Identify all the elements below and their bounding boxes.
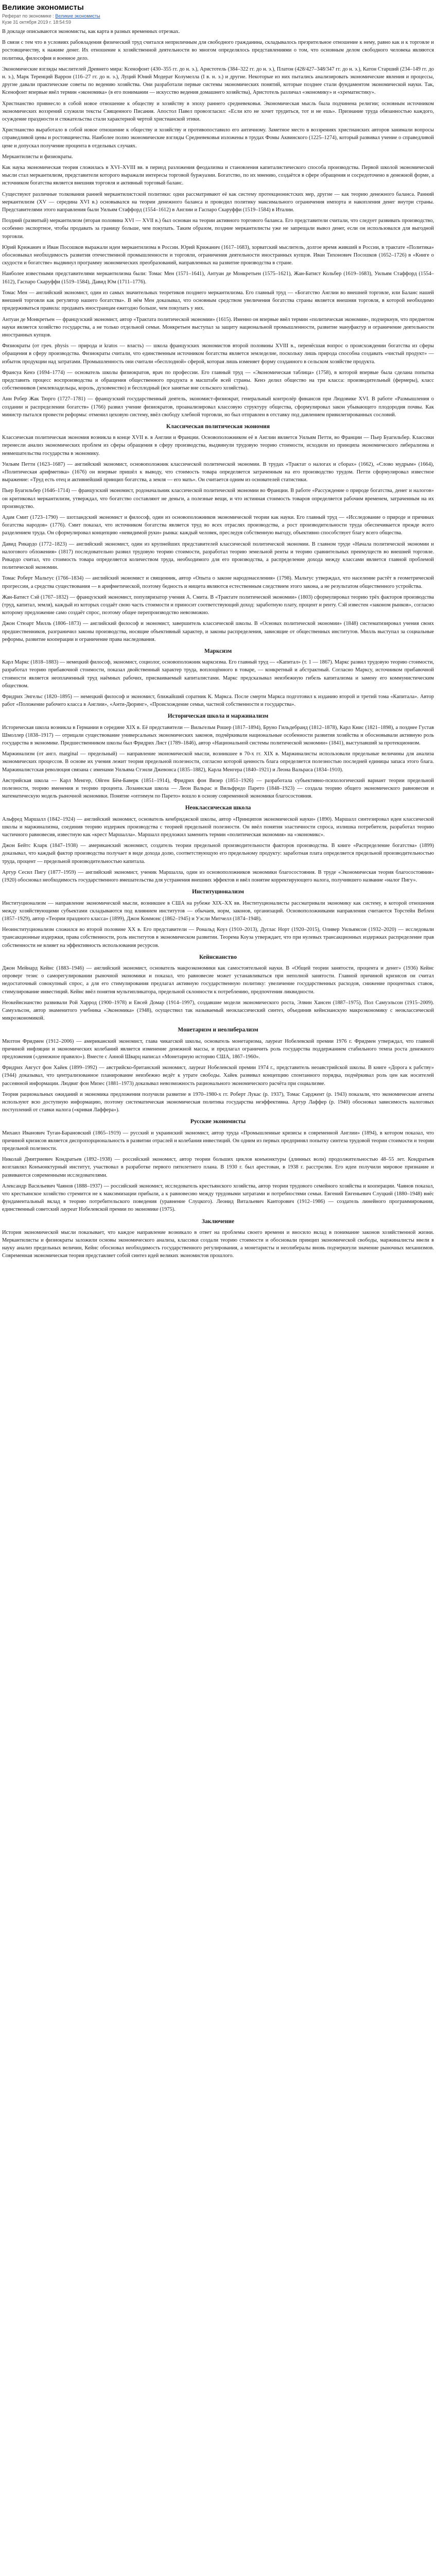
section-heading: Институционализм bbox=[191, 889, 245, 895]
section-heading: Классическая политическая экономия bbox=[166, 423, 270, 430]
section-heading: Кейнсианство bbox=[199, 954, 237, 960]
article-body bbox=[2, 28, 434, 1260]
paragraph: Франсуа Кенэ (1694–1774) — основатель школы физиократов, врач по профессии. Его главный труд — «Экономическая таблица» (1758), в которой впервые была сделана попытка представить процесс воспроизводства и обращения общественного продукта в масштабе всей страны. Кенэ делил общество на три класса: производительный (фермеры), класс собственников (землевладельцы, король, духовенство) и бесплодный (все занятые вне сельского хозяйства). bbox=[2, 369, 434, 392]
paragraph: Уильям Петти (1623–1687) — английский экономист, основоположник классической политической экономии. В трудах «Трактат о налогах и сборах» (1662), «Слово мудрым» (1664), «Политическая арифметика» (1676) он впервые пришёл к выводу, что стоимость товара определяется затраченным на его производство трудом. Петти сформулировал известное выражение: «Труд есть отец и активнейший принцип богатства, а земля — его мать». Он считается одним из основателей статистики. bbox=[2, 461, 434, 483]
paragraph: Адам Смит (1723–1790) — шотландский экономист и философ, один из основоположников экономической теории как науки. Его главный труд — «Исследование о природе и причинах богатства народов» (1776). Смит показал, что источником богатства является труд во всех отраслях производства, а рост производительности труда обеспечивается прежде всего разделением труда. Он сформулировал концепцию «невидимой руки» рынка: каждый человек, преследуя собственную выгоду, объективно способствует благу всего общества. bbox=[2, 514, 434, 536]
section-heading: Историческая школа и маржинализм bbox=[167, 713, 269, 720]
paragraph: В докладе описываются экономисты, как карта в разных временных отрезках. bbox=[2, 29, 180, 35]
paragraph: Михаил Иванович Туган-Барановский (1865–1919) — русский и украинский экономист, автор труда «Промышленные кризисы в современной Англии» (1894), в котором показал, что причиной кризисов является диспропорциональность в развитии отраслей и колебания инвестиций. Он одним из первых предпринял попытку синтеза трудовой теории стоимости и теории предельной полезности. bbox=[2, 1130, 434, 1151]
paragraph: Фридрих Август фон Хайек (1899–1992) — австрийско-британский экономист, лауреат Нобелевской премии 1974 г., представитель неоавстрийской школы. В книге «Дорога к рабству» (1944) доказывал, что централизованное планирование неизбежно ведёт к утрате свободы. Хайек развивал концепцию спонтанного порядка, подчёркивал роль цен как носителей рассеянной информации. Людвиг фон Мизес (1881–1973) доказывал невозможность рационального экономического расчёта при социализме. bbox=[2, 1065, 434, 1087]
paragraph: Давид Рикардо (1772–1823) — английский экономист, один из крупнейших представителей классической политической экономии. В главном труде «Начала политической экономии и налогового обложения» (1817) последовательно развил трудовую теорию стоимости, разработал теорию земельной ренты и теорию сравнительных преимуществ во внешней торговле. Рикардо считал, что стоимость товара определяется количеством труда, необходимого для его производства, а распределение дохода между классами является главной проблемой политической экономии. bbox=[2, 541, 434, 571]
paragraph: Поздний (развитый) меркантилизм (вторая половина XVI — XVII в.) был основан на теории активного торгового баланса. Его представители считали, что следует развивать производство, особенно экспортное, чтобы продавать за границу больше, чем покупать. Таким образом, поздние меркантилисты уже не запрещали вывоз денег, если он использовался для выгодной торговли. bbox=[2, 218, 434, 240]
paragraph: Экономические взгляды мыслителей Древнего мира: Ксенофонт (430–355 гг. до н. э.), Аристотель (384–322 гг. до н. э.), Платон (428/427–348/347 гг. до н. э.), Катон Старший (234–149 гг. до н. э.), Марк Теренций Варрон (116–27 гг. до н. э.), Луций Юний Модерат Колумелла (I в. н. э.) и другие. Некоторые из них пытались анализировать экономические явления и процессы, другие давали практические советы по ведению хозяйства. Они разработали первые системы экономических понятий, которые позднее стали фундаментом экономической науки. Так, Ксенофонт впервые ввёл термин «экономика» (в его понимании — искусство ведения домашнего хозяйства), Аристотель различал «экономику» и «хрематистику». bbox=[2, 66, 434, 96]
breadcrumb-separator: : bbox=[53, 13, 56, 19]
paragraph: Карл Маркс (1818–1883) — немецкий философ, экономист, социолог, основоположник марксизма. Его главный труд — «Капитал» (т. 1 — 1867). Маркс развил трудовую теорию стоимости, разработал теорию прибавочной стоимости, показал двойственный характер труда, воплощённого в товаре, — конкретный и абстрактный. Согласно Марксу, источником прибавочной стоимости является неоплаченный труд наёмных рабочих, присваиваемый капиталистами. Маркс предсказывал неизбежную гибель капитализма и замену его коммунистическим обществом. bbox=[2, 659, 434, 689]
paragraph: Антуан де Монкретьен — французский экономист, автор «Трактата политической экономии» (1615). Именно он впервые ввёл термин «политическая экономия», подчеркнув, что предметом науки является хозяйство государства, а не только отдельной семьи. Монкретьен выступал за защиту национальной промышленности, развитие мануфактур и ограничение деятельности иностранных купцов. bbox=[2, 316, 434, 338]
page-title: Великие экономисты bbox=[2, 3, 84, 12]
paragraph: Маржинализм (от англ. marginal — предельный) — направление экономической мысли, возникшее в 70-х гг. XIX в. Маржиналисты использовали предельные величины для анализа экономических процессов. В основе их учения лежит теория предельной полезности, согласно которой ценность блага определяется полезностью последней единицы запаса этого блага. Маржиналистская революция связана с именами Уильяма Стэнли Джевонса (1835–1882), Карла Менгера (1840–1921) и Леона Вальраса (1834–1910). bbox=[2, 751, 434, 773]
page bbox=[0, 0, 436, 1268]
section-heading: Неоклассическая школа bbox=[185, 805, 251, 811]
paragraph: Институционализм — направление экономической мысли, возникшее в США на рубеже XIX–XX вв. Институционалисты рассматривали экономику как систему, в которой отношения между хозяйствующими субъектами складываются под влиянием институтов — обычаев, норм, законов, организаций. Основоположниками направления считаются Торстейн Веблен (1857–1929), автор «Теории праздного класса» (1899), Джон Коммонс (1862–1945) и Уэсли Митчелл (1874–1948). bbox=[2, 900, 434, 922]
paragraph: Наиболее известными представителями меркантилизма были: Томас Мен (1571–1641), Антуан де Монкретьен (1575–1621), Жан-Батист Кольбер (1619–1683), Уильям Стаффорд (1554–1612), Гаспаро Скаруффи (1519–1584), Давид Юм (1711–1776). bbox=[2, 271, 434, 285]
paragraph: Историческая школа возникла в Германии в середине XIX в. Её представители — Вильгельм Рошер (1817–1894), Бруно Гильдебранд (1812–1878), Карл Книс (1821–1898), а позднее Густав Шмоллер (1838–1917) — отрицали существование универсальных экономических законов, подчёркивали национальные особенности развития хозяйства и обосновывали активную роль государства в экономике. Предшественником школы был Фридрих Лист (1789–1846), автор «Национальной системы политической экономии» (1841), выступавший за протекционизм. bbox=[2, 724, 434, 747]
section-heading: Русские экономисты bbox=[190, 1118, 246, 1125]
paragraph: Александр Васильевич Чаянов (1888–1937) — российский экономист, исследователь крестьянского хозяйства, автор теории трудового семейного хозяйства и кооперации. Чаянов показал, что крестьянское хозяйство стремится не к максимизации прибыли, а к равновесию между трудовыми затратами и потребностями семьи. Евгений Евгеньевич Слуцкий (1880–1948) внёс фундаментальный вклад в теорию потребительского поведения (уравнение Слуцкого). Леонид Витальевич Канторович (1912–1986) — создатель линейного программирования, единственный советский лауреат Нобелевской премии по экономике (1975). bbox=[2, 1183, 434, 1213]
paragraph: Пьер Буагильбер (1646–1714) — французский экономист, родоначальник классической политической экономии во Франции. В работе «Рассуждение о природе богатства, денег и налогов» он критиковал меркантилизм, утверждал, что богатство составляют не деньги, а полезные вещи, и что истинная стоимость товаров определяется рабочим временем, затраченным на их производство. bbox=[2, 488, 434, 510]
paragraph: Томас Роберт Мальтус (1766–1834) — английский экономист и священник, автор «Опыта о законе народонаселения» (1798). Мальтус утверждал, что население растёт в геометрической прогрессии, а средства существования — в арифметической, поэтому бедность и нищета являются естественным следствием этого закона, а не результатом общественного устройства. bbox=[2, 575, 434, 589]
paragraph: Как наука экономическая теория сложилась в XVI–XVIII вв. в период разложения феодализма и становления капиталистического способа производства. Первой школой экономической мысли стал меркантилизм, представители которого выражали интересы торговой буржуазии. Богатство, по их мнению, создаётся в сфере обращения и сосредоточено в денежной форме, а источником богатства является внешняя торговля и активный торговый баланс. bbox=[2, 165, 434, 187]
post-date: Кузе 31 октября 2019 г. 18:54:59 bbox=[2, 20, 71, 25]
paragraph: Неокейнсианство развивали Рой Харрод (1900–1978) и Евсей Домар (1914–1997), создавшие модели экономического роста, Элвин Хансен (1887–1975), Пол Самуэльсон (1915–2009). Самуэльсон, автор знаменитого учебника «Экономика» (1948), осуществил так называемый неоклассический синтез, объединив кейнсианскую макроэкономику с неоклассической микроэкономикой. bbox=[2, 999, 434, 1022]
paragraph: Джон Стюарт Милль (1806–1873) — английский философ и экономист, завершитель классической школы. В «Основах политической экономии» (1848) систематизировал учения своих предшественников, разграничил законы производства, носящие объективный характер, и законы распределения, зависящие от общественных институтов. Милль выступал за социальные реформы, развитие кооперации и ограничение права наследования. bbox=[2, 621, 434, 642]
section-heading: Марксизм bbox=[204, 648, 232, 655]
paragraph: Фридрих Энгельс (1820–1895) — немецкий философ и экономист, ближайший соратник К. Маркса. После смерти Маркса подготовил к изданию второй и третий тома «Капитала». Автор работ «Положение рабочего класса в Англии», «Анти-Дюринг», «Происхождение семьи, частной собственности и государства». bbox=[2, 694, 434, 708]
paragraph: Классическая политическая экономия возникла в конце XVII в. в Англии и Франции. Основоположником её в Англии является Уильям Петти, во Франции — Пьер Буагильбер. Классики перенесли анализ экономических проблем из сферы обращения в сферу производства, выдвинули трудовую теорию стоимости, исходили из принципа экономического либерализма и невмешательства государства в экономику. bbox=[2, 435, 434, 456]
paragraph: Анн Робер Жак Тюрго (1727–1781) — французский государственный деятель, экономист-физиократ, генеральный контролёр финансов при Людовике XVI. В работе «Размышления о создании и распределении богатств» (1766) развил учение физиократов, проанализировал классовую структуру общества, сформулировал закон убывающего плодородия почвы. Как министр пытался провести реформы: отменил цеховую систему, ввёл свободу хлебной торговли, но был отправлен в отставку под давлением привилегированных сословий. bbox=[2, 396, 434, 418]
paragraph: Физиократы (от греч. physis — природа и kratos — власть) — школа французских экономистов второй половины XVIII в., перенёсшая вопрос о происхождении богатства из сферы обращения в сферу производства. Физиократы считали, что единственным источником богатства является земледелие, поскольку лишь природа способна создавать «чистый продукт» — избыток продукции над затратами. Промышленность они считали «бесплодной» сферой, которая лишь изменяет форму созданного в сельском хозяйстве продукта. bbox=[2, 343, 434, 365]
paragraph: В связи с тем что в условиях рабовладения физический труд считался неприличным для свободного гражданина, складывалось презрительное отношение к нему, равно как и к торговле и ростовщичеству, к наживе денег. Их отношение к хозяйственной деятельности во многом определялось представлениями о том, что основным делом свободного человека являются политика, философия и военное дело. bbox=[2, 40, 434, 61]
paragraph: Томас Мен — английский экономист, один из самых значительных теоретиков позднего меркантилизма. Его главный труд — «Богатство Англии во внешней торговле, или Баланс нашей внешней торговли как регулятор нашего богатства». В нём Мен доказывал, что основным средством увеличения богатства страны является внешняя торговля, в которой необходимо придерживаться правила: продавать иностранцам ежегодно больше, чем покупать у них. bbox=[2, 290, 434, 312]
paragraph: Джон Бейтс Кларк (1847–1938) — американский экономист, создатель теории предельной производительности факторов производства. В книге «Распределение богатства» (1899) доказывал, что каждый фактор производства получает в виде дохода долю, соответствующую его предельному продукту: заработная плата определяется предельной производительностью труда, процент — предельной производительностью капитала. bbox=[2, 843, 434, 865]
paragraph: Неоинституционализм сложился во второй половине XX в. Его представители — Рональд Коуз (1910–2013), Дуглас Норт (1920–2015), Оливер Уильямсон (1932–2020) — исследовали трансакционные издержки, права собственности, роль институтов в экономическом развитии. Теорема Коуза утверждает, что при нулевых трансакционных издержках распределение прав собственности не влияет на эффективность использования ресурсов. bbox=[2, 927, 434, 948]
paragraph: Существуют различные толкования ранней меркантилистской политики: одни рассматривают её как систему протекционистских мер, другие — как теорию денежного баланса. Ранний меркантилизм (XV — середина XVI в.) основывался на теории денежного баланса и проводил политику максимального ограничения импорта и накопления денег внутри страны. Представителями этого направления были Уильям Стаффорд (1554–1612) в Англии и Гаспаро Скаруффи (1519–1584) в Италии. bbox=[2, 191, 434, 213]
paragraph: Меркантилисты и физиократы. bbox=[2, 154, 73, 160]
paragraph: Джон Мейнард Кейнс (1883–1946) — английский экономист, основатель макроэкономики как самостоятельной науки. В «Общей теории занятости, процента и денег» (1936) Кейнс опроверг тезис о саморегулировании рыночной экономики и показал, что равновесие может устанавливаться при неполной занятости. Главной причиной кризисов он считал недостаточный совокупный спрос, а для его стимулирования предлагал активную государственную политику: увеличение государственных расходов, снижение процентных ставок, стимулирование инвестиций. Кейнс ввёл понятия мультипликатора, предельной склонности к потреблению, предпочтения ликвидности. bbox=[2, 965, 434, 995]
paragraph: Артур Сесил Пигу (1877–1959) — английский экономист, ученик Маршалла, один из основоположников экономики благосостояния. В труде «Экономическая теория благосостояния» (1920) обосновал необходимость государственного вмешательства для устранения внешних эффектов и ввёл понятие корректирующего налога, получившего название «налог Пигу». bbox=[2, 869, 434, 884]
breadcrumb-label: Реферат по экономике bbox=[2, 13, 51, 19]
paragraph: Милтон Фридмен (1912–2006) — американский экономист, глава чикагской школы, основатель монетаризма, лауреат Нобелевской премии 1976 г. Фридмен утверждал, что главной причиной инфляции и экономических колебаний является изменение денежной массы, и предлагал ограничить роль государства поддержанием стабильного темпа роста денежного предложения («денежное правило»). Вместе с Анной Шварц написал «Монетарную историю США, 1867–1960». bbox=[2, 1038, 434, 1060]
paragraph: Юрий Крижанич и Иван Посошков выражали идеи меркантилизма в России. Юрий Крижанич (1617–1683), хорватский мыслитель, долгое время живший в России, в трактате «Политика» обосновывал необходимость развития отечественной промышленности и торговли, ограничения деятельности иностранных купцов. Иван Тихонович Посошков (1652–1726) в «Книге о скудости и богатстве» выдвинул программу экономических преобразований, направленных на развитие производства в стране. bbox=[2, 244, 434, 266]
breadcrumb bbox=[2, 13, 434, 19]
paragraph: Николай Дмитриевич Кондратьев (1892–1938) — российский экономист, автор теории больших циклов конъюнктуры (длинных волн) продолжительностью 48–55 лет. Кондратьев возглавлял Конъюнктурный институт, участвовал в разработке первого пятилетнего плана. В 1930 г. был арестован, в 1938 г. расстрелян. Его идеи получили мировое признание и развиваются современными исследователями. bbox=[2, 1157, 434, 1178]
paragraph: Христианство выработало в собой новое отношение к обществу и хозяйству и противопоставило его античному. Заметное место в воззрениях христианских авторов занимали вопросы справедливой цены и ростовщичества. Наиболее полно экономические взгляды Средневековья изложены в трудах Фомы Аквинского (1225–1274), который развивал учение о справедливой цене и допускал получение процента в отдельных случаях. bbox=[2, 127, 434, 149]
breadcrumb-link[interactable]: Великие экономисты bbox=[55, 13, 100, 19]
paragraph: Австрийская школа — Карл Менгер, Ойген Бём-Баверк (1851–1914), Фридрих фон Визер (1851–1926) — разработала субъективно-психологический вариант теории предельной полезности, теорию вменения и теорию процента. Лозаннская школа — Леон Вальрас и Вильфредо Парето (1848–1923) — создала теорию общего экономического равновесия и математическую модель рыночной экономики. Понятие «оптимум по Парето» вошло в основу современной экономики благосостояния. bbox=[2, 777, 434, 800]
section-heading: Заключение bbox=[201, 1218, 235, 1225]
section-heading: Монетаризм и неолиберализм bbox=[178, 1027, 258, 1033]
paragraph: Альфред Маршалл (1842–1924) — английский экономист, основатель кембриджской школы, автор «Принципов экономической науки» (1890). Маршалл синтезировал идеи классической школы и маржинализма, соединив теорию издержек производства с теорией предельной полезности. Он ввёл понятия эластичности спроса, излишка потребителя, разработал теорию частичного равновесия, известную как «крест Маршалла». Маршалл предложил заменить термин «политическая экономия» на «экономикс». bbox=[2, 816, 434, 838]
paragraph: Жан-Батист Сэй (1767–1832) — французский экономист, популяризатор учения А. Смита. В «Трактате политической экономии» (1803) сформулировал теорию трёх факторов производства (труд, капитал, земля), каждый из которых создаёт свою часть стоимости и приносит соответствующий доход: заработную плату, процент и ренту. Сэй известен «законом рынков», согласно которому предложение само создаёт спрос, поэтому общее перепроизводство невозможно. bbox=[2, 594, 434, 616]
paragraph: Теория рациональных ожиданий и экономика предложения получили развитие в 1970–1980-х гг. Роберт Лукас (р. 1937), Томас Сарджент (р. 1943) показали, что экономические агенты используют всю доступную информацию, поэтому систематическая экономическая политика государства неэффективна. Артур Лаффер (р. 1940) обосновал зависимость налоговых поступлений от ставки налога («кривая Лаффера»). bbox=[2, 1091, 434, 1113]
paragraph: Христианство привнесло в собой новое отношение к обществу и хозяйству в эпоху раннего средневековья. Экономическая мысль была подчинена религии; основным источником экономических воззрений служили тексты Священного Писания. Апостол Павел провозгласил: «Если кто не хочет трудиться, тот и не ешь». Признание труда обязанностью каждого, осуждение праздности и стяжательства стали характерной чертой христианской этики. bbox=[2, 100, 434, 123]
paragraph: История экономической мысли показывает, что каждое направление возникало в ответ на проблемы своего времени и вносило вклад в понимание законов хозяйственной жизни. Меркантилисты и физиократы заложили основы экономического анализа, классики создали теорию стоимости и обосновали принцип экономической свободы, маржиналисты ввели в науку анализ предельных величин, Кейнс обосновал необходимость государственного регулирования, а монетаристы и неолибералы вновь подчеркнули значение рыночных механизмов. Современная экономическая теория представляет собой синтез идей великих экономистов прошлого. bbox=[2, 1229, 434, 1259]
